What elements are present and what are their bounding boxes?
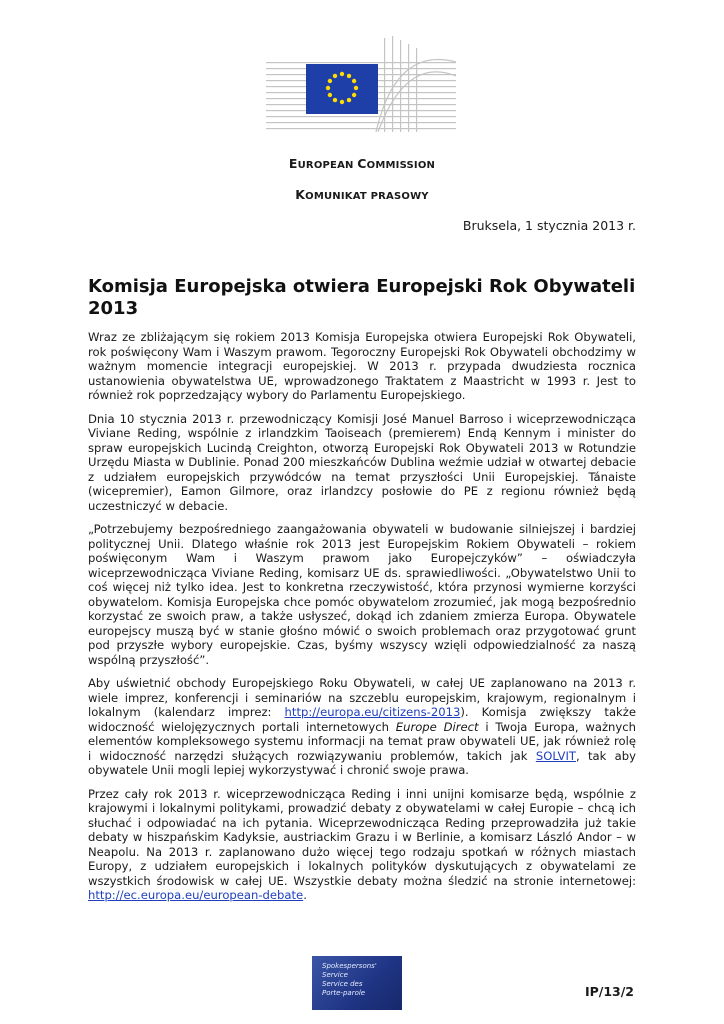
document-type: KOMUNIKAT PRASOWY bbox=[295, 187, 429, 202]
solvit-link[interactable]: SOLVIT bbox=[535, 748, 576, 763]
eu-flag bbox=[306, 64, 378, 114]
citizens-2013-link[interactable]: http://europa.eu/citizens-2013 bbox=[284, 705, 461, 719]
european-debate-link[interactable]: http://ec.europa.eu/european-debate bbox=[88, 888, 304, 902]
dateline: Bruksela, 1 stycznia 2013 r. bbox=[462, 218, 636, 233]
european-commission-logo bbox=[266, 36, 456, 132]
paragraph-4: Aby uświetnić obchody Europejskiego Roku Obywateli, w całej UE zaplanowano na 2013 r. wiele imprez, konferencji i seminariów na szczeblu europejskim, krajowym, regionalnym i lokalnym (kalendarz imprez: http://europa.eu/citizens-2013). Komisja zwiększy także widoczność wielojęzycznych portali internetowych Europe Direct i Twoja Europa, ważnych elementów kompleksowego systemu informacji na temat praw obywateli UE, jak również rolę i widoczność narzędzi służących rozwiązywaniu problemów, takich jak SOLVIT, tak aby obywatele Unii mogli lepiej wykorzystywać i chronić swoje prawa. bbox=[88, 676, 636, 777]
reference-number: IP/13/2 bbox=[584, 984, 634, 999]
press-release-body bbox=[88, 330, 636, 912]
paragraph-2: Dnia 10 stycznia 2013 r. przewodniczący Komisji José Manuel Barroso i wiceprzewodnicząca Viviane Reding, wspólnie z irlandzkim Taoiseach (premierem) Endą Kennym i minister do spraw europejskich Lucindą Creighton, otworzą Europejski Rok Obywateli 2013 w Rotundzie Urzędu Miasta w Dublinie. Ponad 200 mieszkańców Dublina weźmie udział w otwartej debacie z udziałem europejskich przywódców na temat przyszłości Unii Europejskiej. Tánaiste (wicepremier), Eamon Gilmore, oraz irlandzcy posłowie do PE z regionu również będą uczestniczyć w debacie. bbox=[88, 411, 636, 513]
paragraph-5: Przez cały rok 2013 r. wiceprzewodnicząca Reding i inni unijni komisarze będą, wspólnie z krajowymi i lokalnymi politykami, prowadzić debaty z obywatelami w całej Europie – chcą ich słuchać i odpowiadać na ich pytania. Wiceprzewodnicząca Reding przeprowadziła już takie debaty w hiszpańskim Kadyksie, austriackim Grazu i w Berlinie, a komisarz László Andor – w Neapolu. Na 2013 r. zaplanowano dużo więcej tego rodzaju spotkań w różnych miastach Europy, z udziałem europejskich i lokalnych polityków dyskutujących z obywatelami ze wszystkich środowisk w całej UE. Wszystkie debaty można śledzić na stronie internetowej: http://ec.europa.eu/european-debate. bbox=[88, 786, 636, 902]
press-release-title: Komisja Europejska otwiera Europejski Rok Obywateli 2013 bbox=[88, 276, 636, 319]
paragraph-3: „Potrzebujemy bezpośredniego zaangażowania obywateli w budowanie silniejszej i bardziej politycznej Unii. Dlatego właśnie rok 2013 jest Europejskim Rokiem Obywateli – rokiem poświęconym Wam i Waszym prawom jako Europejczyków” – oświadczyła wiceprzewodnicząca Viviane Reding, komisarz UE ds. sprawiedliwości. „Obywatelstwo Unii to coś więcej niż tylko idea. Jest to konkretna rzeczywistość, która przynosi wymierne korzyści obywatelom. Komisja Europejska chce pomóc obywatelom zrozumieć, jak mogą bezpośrednio korzystać ze swoich praw, a także usłyszeć, dokąd ich zdaniem zmierza Europa. Obywatele europejscy muszą być w stanie głośno mówić o swoich problemach oraz przygotować grunt pod przyszłe wybory europejskie. Czas, byśmy wszyscy wzięli odpowiedzialność za naszą wspólną przyszłość”. bbox=[88, 522, 636, 667]
paragraph-1: Wraz ze zbliżającym się rokiem 2013 Komisja Europejska otwiera Europejski Rok Obywateli, rok poświęcony Wam i Waszym prawom. Tegoroczny Europejski Rok Obywateli obchodzimy w ważnym momencie integracji europejskiej. W 2013 r. przypada dwudziesta rocznica ustanowienia obywatelstwa UE, wprowadzonego Traktatem z Maastricht w 1993 r. Jest to również rok poprzedzający wybory do Parlamentu Europejskiego. bbox=[88, 330, 636, 402]
organization-name: EUROPEAN COMMISSION bbox=[288, 156, 436, 171]
spokespersons-service-logo: Spokespersons' Service Service des Porte-parole bbox=[312, 956, 402, 1010]
